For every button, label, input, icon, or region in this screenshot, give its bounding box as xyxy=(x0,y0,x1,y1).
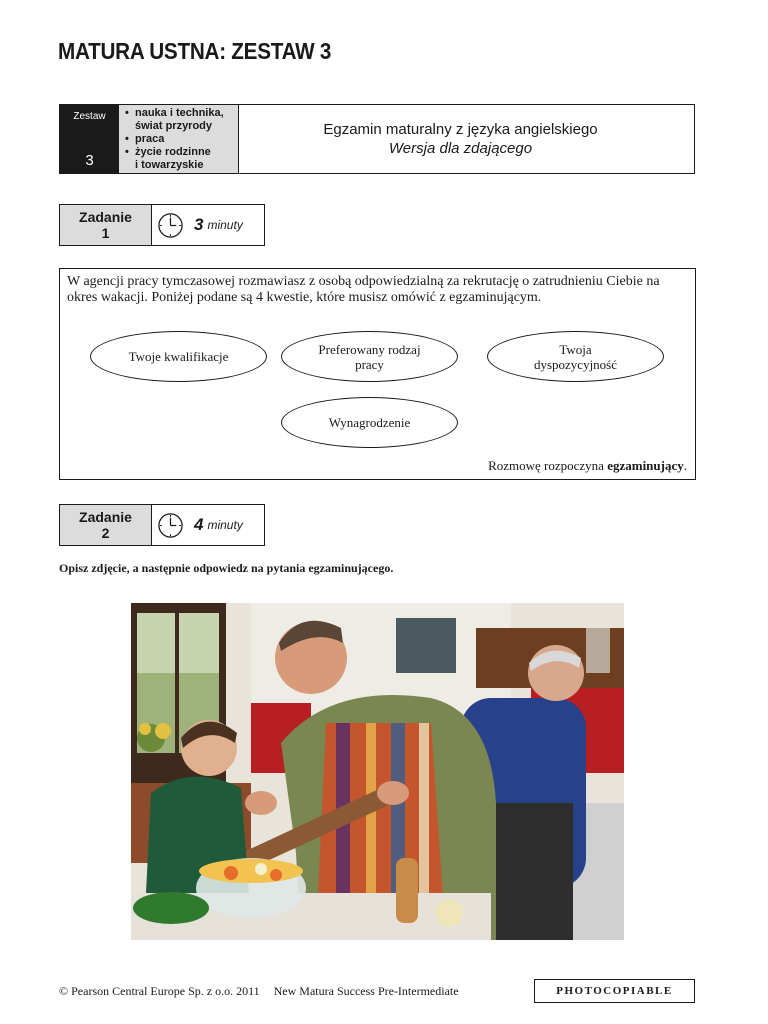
task2-label xyxy=(60,505,152,545)
task1-time xyxy=(152,205,264,245)
topic-item: • życie rodzinne xyxy=(125,146,238,159)
exam-header xyxy=(59,104,695,174)
issue-oval: Preferowany rodzaj pracy xyxy=(281,331,458,382)
clock-icon xyxy=(157,512,184,539)
task1-label-box xyxy=(59,204,265,246)
task1-label xyxy=(60,205,152,245)
issue-oval: Wynagrodzenie xyxy=(281,397,458,448)
task-number: 1 xyxy=(101,225,110,241)
task2-instruction: Opisz zdjęcie, a następnie odpowiedz na pytania egzaminującego. xyxy=(59,561,394,575)
task2-unit: minuty xyxy=(207,518,243,532)
set-indicator xyxy=(60,105,119,173)
topic-item: • praca xyxy=(125,133,238,146)
photocopiable-badge: PHOTOCOPIABLE xyxy=(534,979,695,1003)
topics-list xyxy=(119,105,239,173)
kitchen-photo xyxy=(131,603,624,940)
task2-minutes: 4 xyxy=(194,515,204,534)
issue-oval: Twoje kwalifikacje xyxy=(90,331,267,382)
book-title: New Matura Success Pre-Intermediate xyxy=(273,984,459,998)
clock-icon xyxy=(157,212,184,239)
footer-prefix: Rozmowę rozpoczyna xyxy=(488,458,608,473)
set-number: 3 xyxy=(85,152,94,169)
topic-item: świat przyrody xyxy=(135,120,213,132)
exam-title: Egzamin maturalny z języka angielskiego xyxy=(323,121,598,138)
task-number: 2 xyxy=(101,525,110,541)
exam-subtitle: Wersja dla zdającego xyxy=(388,140,533,157)
exam-title-block xyxy=(239,105,694,173)
task1-instruction: W agencji pracy tymczasowej rozmawiasz z osobą odpowiedzialną za rekrutację o zatrudnieniu Ciebie na okres wakacji. Poniżej podane są 4 kwestie, które musisz omówić z egzaminującym. xyxy=(67,274,660,305)
task1-content xyxy=(59,268,696,480)
task1-unit: minuty xyxy=(207,218,243,232)
copyright: © Pearson Central Europe Sp. z o.o. 2011 xyxy=(59,984,260,998)
task1-minutes: 3 xyxy=(194,215,204,234)
task-label-text: Zadanie xyxy=(79,209,132,225)
page-footer xyxy=(59,984,459,999)
task2-label-box xyxy=(59,504,265,546)
footer-suffix: . xyxy=(683,458,687,473)
page-title: MATURA USTNA: ZESTAW 3 xyxy=(58,38,332,64)
set-label: Zestaw xyxy=(73,111,106,122)
topic-item: • nauka i technika, xyxy=(125,107,238,120)
task-label-text: Zadanie xyxy=(79,509,132,525)
task2-time xyxy=(152,505,264,545)
cooking-family-illustration xyxy=(131,603,624,940)
issue-oval: Twoja dyspozycyjność xyxy=(487,331,664,382)
task1-footer xyxy=(488,458,687,474)
footer-bold: egzaminujący xyxy=(607,458,684,473)
topic-item: i towarzyskie xyxy=(135,159,204,171)
